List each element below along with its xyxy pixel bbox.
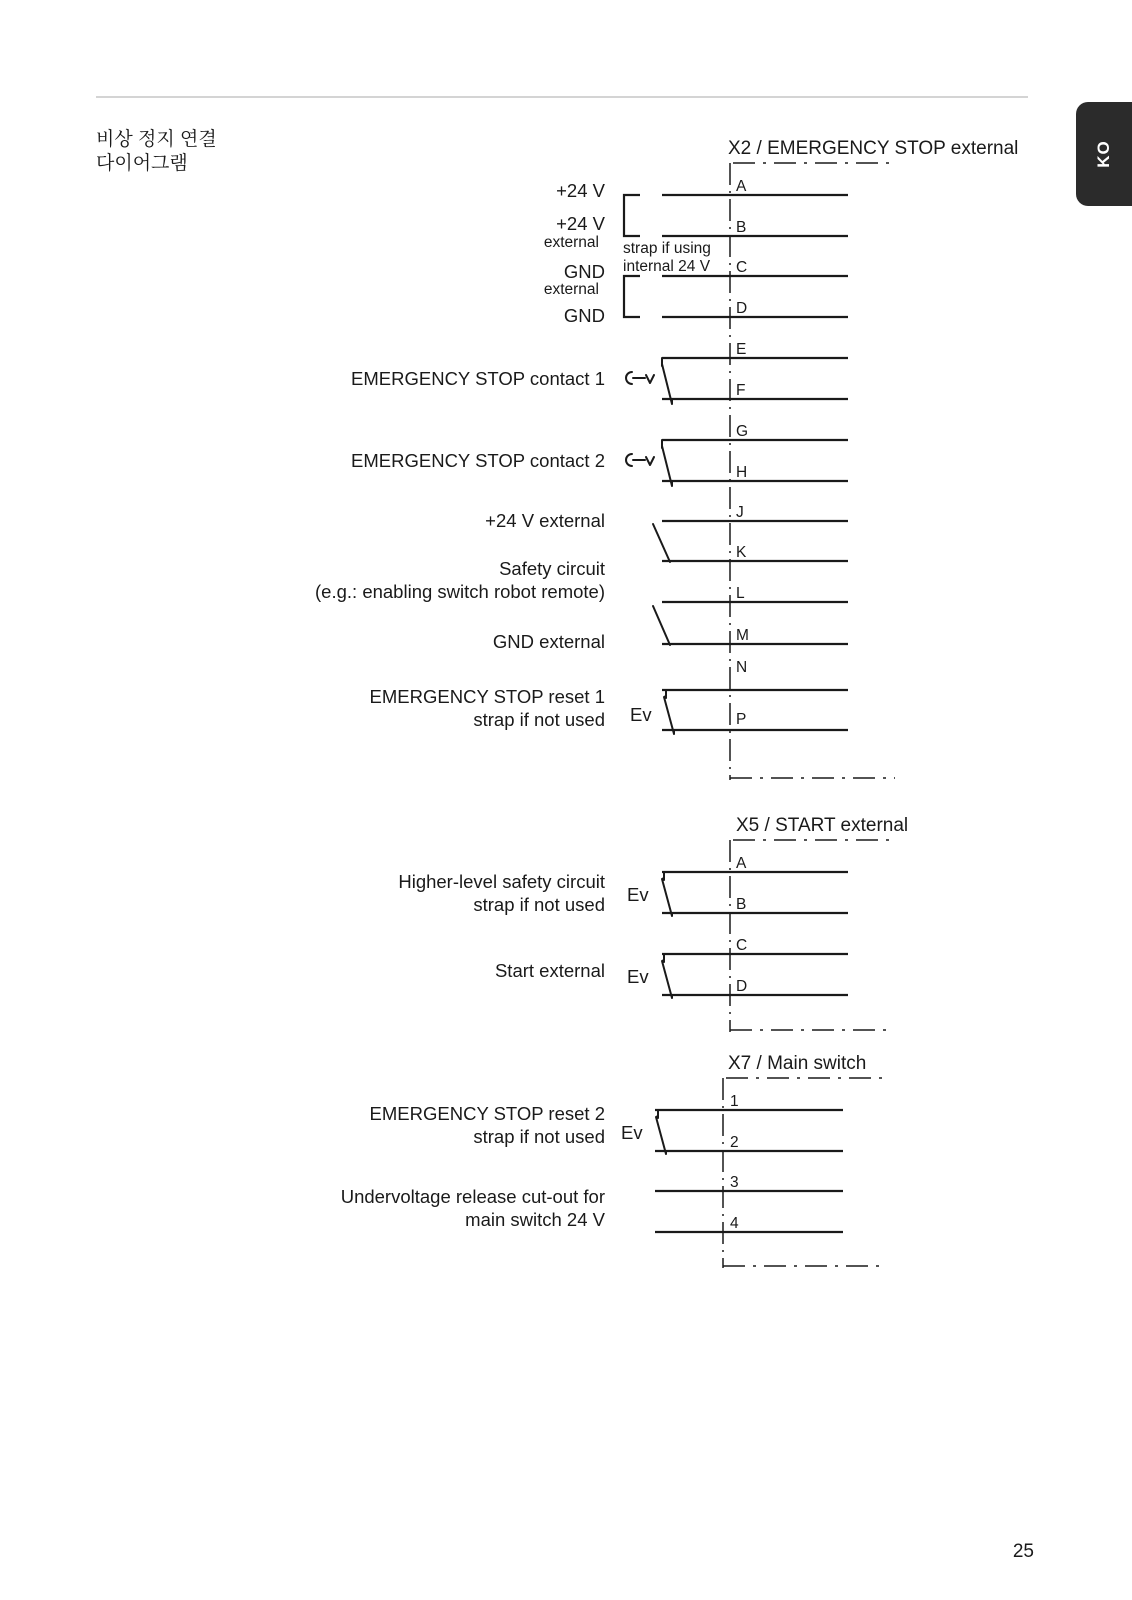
label-gnd: GND bbox=[563, 305, 605, 326]
x5-header: X5 / START external bbox=[736, 815, 909, 836]
connector-x7 bbox=[341, 1053, 883, 1268]
x7-pin-1: 1 bbox=[730, 1093, 739, 1110]
x2-pin-n: N bbox=[736, 659, 748, 676]
x2-pin-a: A bbox=[736, 178, 747, 195]
page-number: 25 bbox=[1012, 1541, 1034, 1562]
label-estop-reset1-line-1: EMERGENCY STOP reset 1 bbox=[369, 686, 605, 707]
emergency-stop-pushbutton-icon bbox=[626, 358, 672, 404]
x2-pin-l: L bbox=[736, 585, 745, 602]
pushbutton-glyph: Ev bbox=[621, 1122, 643, 1143]
safety-switch-upper-contact bbox=[653, 524, 670, 562]
x2-pin-m: M bbox=[736, 627, 749, 644]
section-title-line-2: 다이어그램 bbox=[96, 153, 188, 174]
x5-pin-c: C bbox=[736, 937, 748, 954]
strap-bracket-top bbox=[624, 195, 640, 236]
x2-pin-j: J bbox=[736, 504, 744, 521]
x2-pin-k: K bbox=[736, 544, 747, 561]
manual-pushbutton-icon bbox=[627, 872, 672, 916]
label-gnd-external-line-1: GND bbox=[563, 261, 605, 282]
pushbutton-glyph: Ev bbox=[627, 966, 649, 987]
label-estop-contact-2: EMERGENCY STOP contact 2 bbox=[351, 450, 605, 471]
strap-note-line-1: strap if using bbox=[623, 240, 711, 257]
label-gnd-external-line-2: external bbox=[543, 281, 599, 298]
label-undervoltage-line-2: main switch 24 V bbox=[465, 1209, 605, 1230]
label-safety-circuit-line-1: Safety circuit bbox=[499, 558, 605, 579]
label-higher-level-line-2: strap if not used bbox=[473, 894, 605, 915]
label-estop-reset1-line-2: strap if not used bbox=[473, 709, 605, 730]
label-estop-reset2-line-1: EMERGENCY STOP reset 2 bbox=[369, 1103, 605, 1124]
x2-pin-g: G bbox=[736, 423, 749, 440]
label-undervoltage-line-1: Undervoltage release cut-out for bbox=[340, 1186, 605, 1207]
x2-pin-e: E bbox=[736, 341, 747, 358]
manual-pushbutton-icon bbox=[627, 954, 672, 998]
x7-pin-3: 3 bbox=[730, 1174, 739, 1191]
x2-pin-p: P bbox=[736, 711, 747, 728]
x2-header: X2 / EMERGENCY STOP external bbox=[728, 138, 1019, 159]
x5-pin-a: A bbox=[736, 855, 747, 872]
safety-switch-lower-contact bbox=[653, 606, 670, 645]
pushbutton-glyph: Ev bbox=[630, 704, 652, 725]
label-plus24v: +24 V bbox=[556, 180, 605, 201]
manual-pushbutton-icon bbox=[630, 690, 674, 734]
language-tab-label: KO bbox=[1094, 140, 1113, 168]
connector-x2 bbox=[315, 138, 1018, 780]
emergency-stop-pushbutton-icon bbox=[626, 440, 672, 486]
strap-bracket-bottom bbox=[624, 276, 640, 317]
strap-note-line-2: internal 24 V bbox=[623, 258, 711, 275]
label-plus24v-ext: +24 V external bbox=[485, 510, 605, 531]
label-safety-circuit-line-2: (e.g.: enabling switch robot remote) bbox=[315, 581, 605, 602]
section-title-line-1: 비상 정지 연결 bbox=[96, 129, 217, 150]
x2-pin-d: D bbox=[736, 300, 748, 317]
x7-header: X7 / Main switch bbox=[728, 1053, 867, 1074]
x2-pin-b: B bbox=[736, 219, 747, 236]
label-estop-reset2-line-2: strap if not used bbox=[473, 1126, 605, 1147]
label-start-external: Start external bbox=[494, 960, 605, 981]
label-plus24v-external-line-2: external bbox=[543, 234, 599, 251]
x2-pin-c: C bbox=[736, 259, 748, 276]
manual-pushbutton-icon bbox=[621, 1110, 666, 1154]
label-higher-level-line-1: Higher-level safety circuit bbox=[398, 871, 605, 892]
x2-pin-f: F bbox=[736, 382, 746, 399]
x5-pin-b: B bbox=[736, 896, 747, 913]
x5-pin-d: D bbox=[736, 978, 748, 995]
x7-pin-2: 2 bbox=[730, 1134, 739, 1151]
x2-pin-h: H bbox=[736, 464, 748, 481]
label-estop-contact-1: EMERGENCY STOP contact 1 bbox=[351, 368, 605, 389]
x7-pin-4: 4 bbox=[730, 1215, 739, 1232]
label-plus24v-external-line-1: +24 V bbox=[556, 213, 605, 234]
connector-x5 bbox=[398, 815, 908, 1032]
pushbutton-glyph: Ev bbox=[627, 884, 649, 905]
label-gnd-ext: GND external bbox=[492, 631, 605, 652]
